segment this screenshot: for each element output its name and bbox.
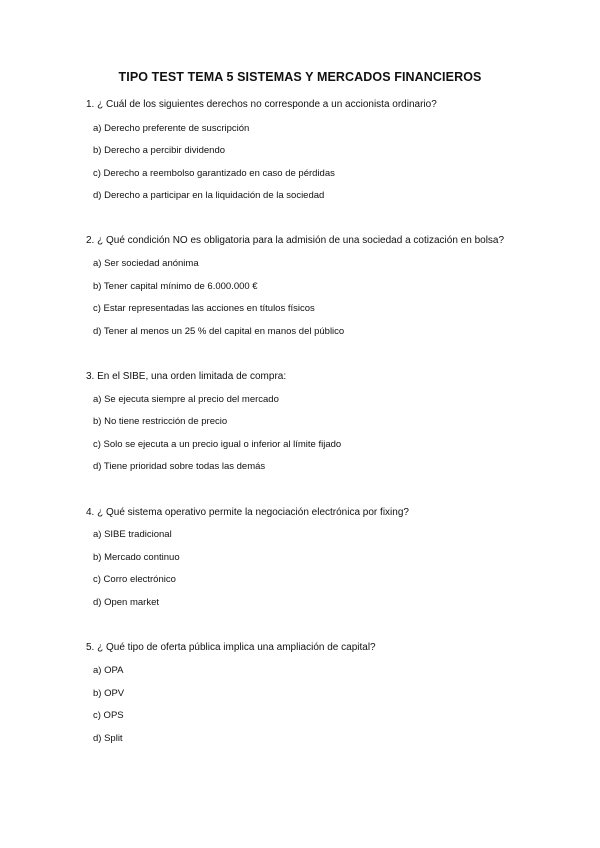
question-1-option-c: c) Derecho a reembolso garantizado en caso de pérdidas [93,168,335,179]
question-5-option-b: b) OPV [93,688,125,699]
question-1-option-b: b) Derecho a percibir dividendo [93,145,226,156]
question-5-option-c: c) OPS [93,710,124,721]
question-2: 2. ¿ Qué condición NO es obligatoria para la admisión de una sociedad a cotización en bolsa? [86,235,505,246]
question-4-option-c: c) Corro electrónico [93,574,176,585]
question-4: 4. ¿ Qué sistema operativo permite la negociación electrónica por fixing? [86,507,409,518]
question-3: 3. En el SIBE, una orden limitada de compra: [86,371,287,382]
document-title: TIPO TEST TEMA 5 SISTEMAS Y MERCADOS FINANCIEROS [118,70,482,84]
question-5-option-d: d) Split [93,733,123,744]
question-2-option-a: a) Ser sociedad anónima [93,258,199,269]
question-1-option-d: d) Derecho a participar en la liquidación de la sociedad [93,190,325,201]
question-5: 5. ¿ Qué tipo de oferta pública implica una ampliación de capital? [86,642,376,653]
question-3-option-c: c) Solo se ejecuta a un precio igual o inferior al límite fijado [93,439,342,450]
question-2-option-c: c) Estar representadas las acciones en títulos físicos [93,303,315,314]
question-3-option-d: d) Tiene prioridad sobre todas las demás [93,461,266,472]
question-5-option-a: a) OPA [93,665,124,676]
question-3-option-b: b) No tiene restricción de precio [93,416,228,427]
question-4-option-a: a) SIBE tradicional [93,529,172,540]
question-4-option-b: b) Mercado continuo [93,552,180,563]
question-4-option-d: d) Open market [93,597,159,608]
question-1-option-a: a) Derecho preferente de suscripción [93,123,250,134]
question-3-option-a: a) Se ejecuta siempre al precio del mercado [93,394,279,405]
question-2-option-d: d) Tener al menos un 25 % del capital en manos del público [93,326,345,337]
question-2-option-b: b) Tener capital mínimo de 6.000.000 € [93,281,258,292]
question-1: 1. ¿ Cuál de los siguientes derechos no corresponde a un accionista ordinario? [86,99,437,110]
